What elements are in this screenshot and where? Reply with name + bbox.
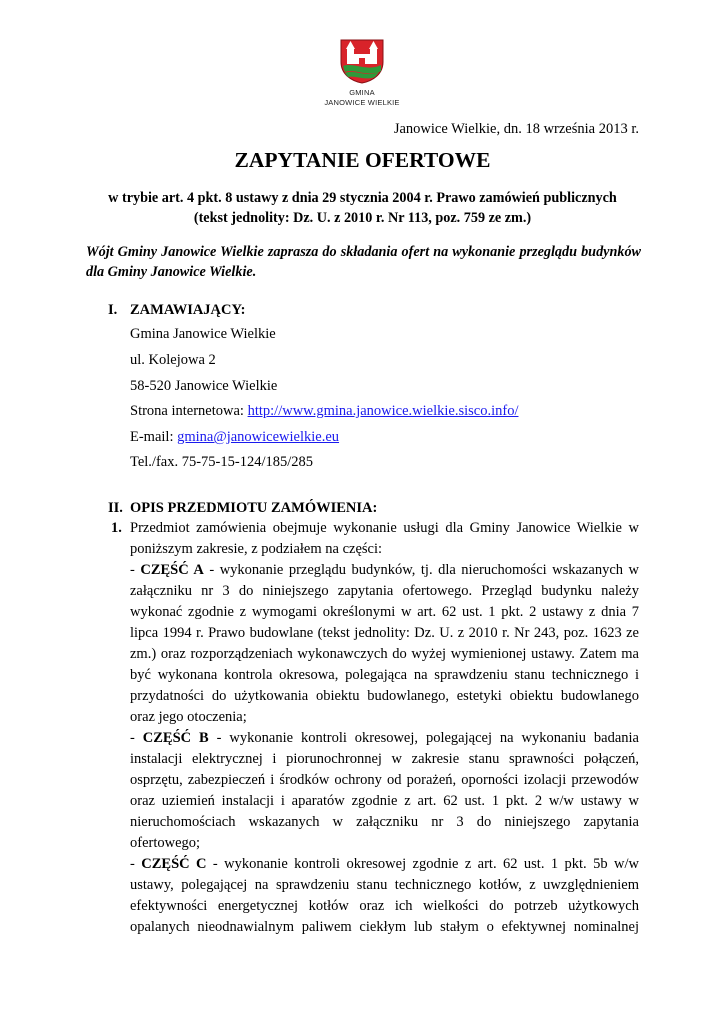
part-b-line: - CZĘŚĆ B - wykonanie kontroli okresowej, polegającej na wykonaniu badania <box>130 730 639 746</box>
body-line: poniższym zakresie, z podziałem na części: <box>130 541 383 557</box>
website-label: Strona internetowa: <box>130 403 248 419</box>
body-line: przydatności do użytkowania obiektu budowlanego, estetyki obiektu budowlanego <box>130 688 639 704</box>
body-line: wykonać zgodnie z wymogami określonymi w art. 62 ust. 1 pkt. 2 ustawy z dnia 7 <box>130 604 639 620</box>
body-line: być wykonana kontrola okresowa, polegająca na sprawdzeniu stanu technicznego i <box>130 667 639 683</box>
website-line <box>130 403 518 420</box>
subtitle-line-2: (tekst jednolity: Dz. U. z 2010 r. Nr 113, poz. 759 ze zm.) <box>193 210 532 226</box>
body-line: załączniku nr 3 do niniejszego zapytania ofertowego. Przegląd budynku należy <box>130 583 639 599</box>
body-line: efektywności energetycznej kotłów oraz ich wielkości do potrzeb użytkowych <box>130 898 639 914</box>
subtitle-line-1: w trybie art. 4 pkt. 8 ustawy z dnia 29 stycznia 2004 r. Prawo zamówień publicznych <box>108 190 617 206</box>
contractor-street: ul. Kolejowa 2 <box>130 352 216 368</box>
part-a-label: CZĘŚĆ A <box>140 562 204 578</box>
body-line: instalacji elektrycznej i piorunochronnej w zakresie stanu sprawności połączeń, <box>130 751 639 767</box>
body-line: oraz uziemień instalacji i aparatów zgodnie z art. 62 ust. 1 pkt. 2 w/w ustawy w <box>130 793 639 809</box>
part-c-label: CZĘŚĆ C <box>141 856 207 872</box>
section-2-heading: OPIS PRZEDMIOTU ZAMÓWIENIA: <box>130 500 378 516</box>
part-a-line: - CZĘŚĆ A - wykonanie przeglądu budynków, tj. dla nieruchomości wskazanych w <box>130 562 639 578</box>
body-line: lipca 1994 r. Prawo budowlane (tekst jednolity: Dz. U. z 2010 r. Nr 243, poz. 1623 ze <box>130 625 639 641</box>
body-line: ofertowego; <box>130 835 201 851</box>
website-link[interactable]: http://www.gmina.janowice.wielkie.sisco.info/ <box>247 403 519 419</box>
body-line: zm.) oraz rozporządzeniach wykonawczych do wyżej wymienionej ustawy. Zatem ma <box>130 646 639 662</box>
body-line: opalanych nieodnawialnym paliwem ciekłym lub stałym o efektywnej nominalnej <box>130 919 639 935</box>
section-2-number: II. <box>108 500 123 516</box>
contractor-name: Gmina Janowice Wielkie <box>130 326 276 342</box>
email-link[interactable]: gmina@janowicewielkie.eu <box>177 429 340 445</box>
body-line: ustawy, polegającej na sprawdzeniu stanu technicznego kotłów, z uwzględnieniem <box>130 877 639 893</box>
document-title: ZAPYTANIE OFERTOWE <box>234 148 491 172</box>
item-1-number: 1. <box>111 520 122 536</box>
document-date: Janowice Wielkie, dn. 18 września 2013 r. <box>393 121 639 137</box>
email-label: E-mail: <box>130 429 178 445</box>
body-line: nieruchomościach wskazanych w załączniku nr 3 do niniejszego zapytania <box>130 814 639 830</box>
part-c-line: - CZĘŚĆ C - wykonanie kontroli okresowej zgodnie z art. 62 ust. 1 pkt. 5b w/w <box>130 856 639 872</box>
email-line <box>130 429 339 446</box>
phone-fax: Tel./fax. 75-75-15-124/185/285 <box>130 454 314 470</box>
section-1-number: I. <box>108 302 118 318</box>
body-line: Przedmiot zamówienia obejmuje wykonanie usługi dla Gminy Janowice Wielkie w <box>130 520 639 536</box>
body-line: osprzętu, zabezpieczeń i środków ochrony od porażeń, oporności izolacji przewodów <box>130 772 639 788</box>
section-1-heading: ZAMAWIAJĄCY: <box>130 302 246 318</box>
part-b-label: CZĘŚĆ B <box>142 730 209 746</box>
contractor-city: 58-520 Janowice Wielkie <box>130 378 278 394</box>
coat-of-arms-icon <box>337 38 387 84</box>
logo-text-municipality: JANOWICE WIELKIE <box>324 98 400 107</box>
body-line: oraz jego otoczenia; <box>130 709 247 725</box>
intro-paragraph: Wójt Gminy Janowice Wielkie zaprasza do składania ofert na wykonanie przeglądu budynków dla Gminy Janowice Wielkie. <box>86 244 641 280</box>
logo-text-gmina: GMINA <box>349 88 375 97</box>
